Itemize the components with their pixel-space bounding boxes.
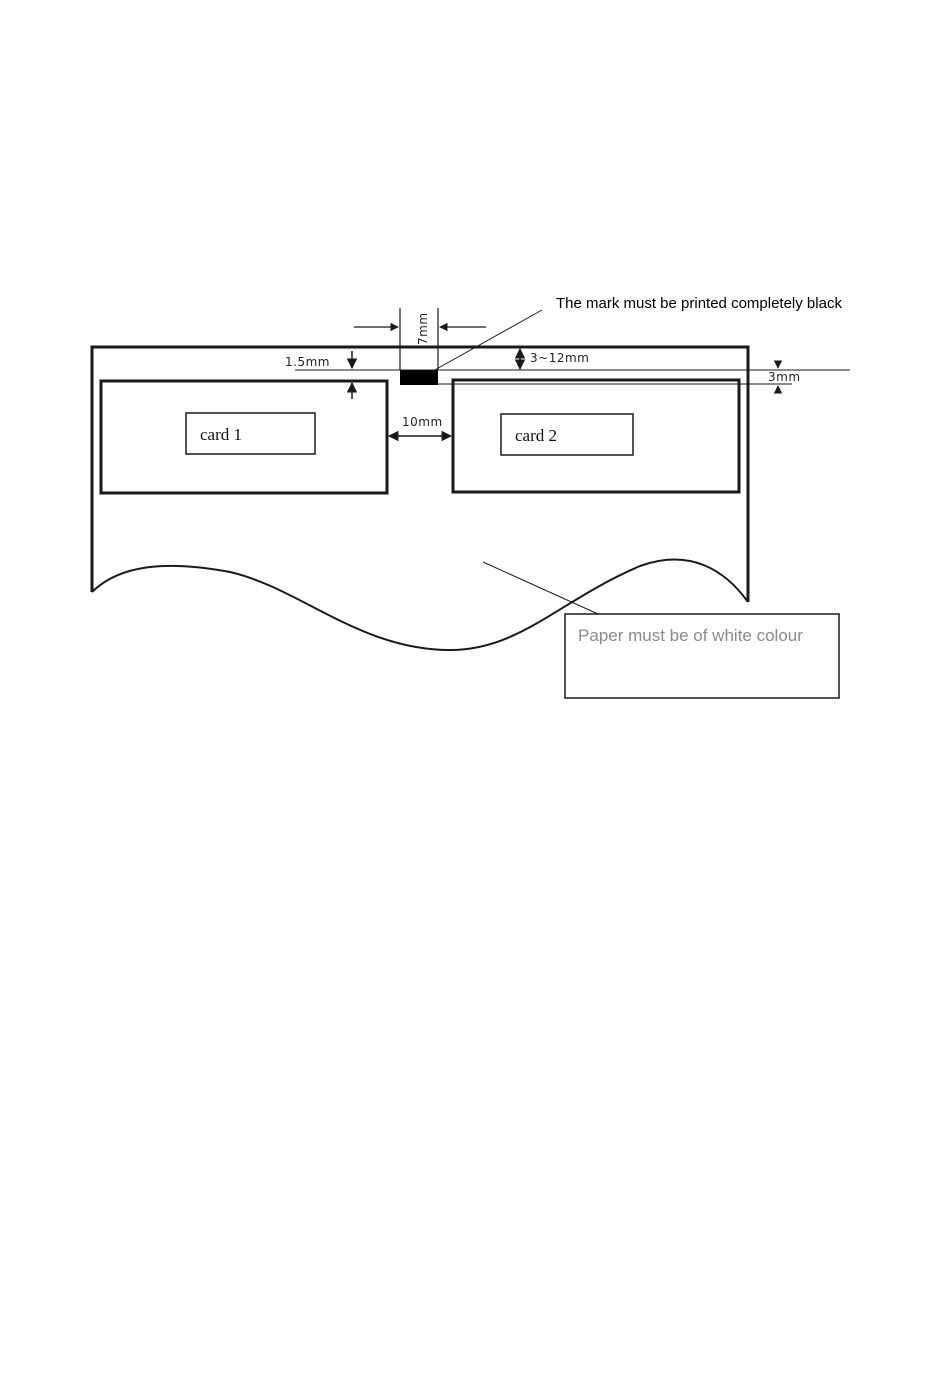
mark-distance-label: 3~12mm: [530, 351, 590, 365]
card-2-outline: [453, 380, 739, 492]
mark-height-label: 3mm: [768, 370, 801, 384]
card-1-outline: [101, 381, 387, 493]
black-mark: [400, 370, 438, 385]
paper-note-leader: [483, 562, 598, 614]
card-gap-label: 10mm: [402, 415, 443, 429]
card-1-label: card 1: [200, 425, 243, 444]
top-offset-label: 1.5mm: [285, 355, 330, 369]
mark-width-label: 7mm: [416, 312, 430, 345]
card-2-label: card 2: [515, 426, 558, 445]
paper-note: Paper must be of white colour: [578, 626, 803, 645]
mark-note: The mark must be printed completely black: [556, 295, 842, 312]
mark-note-leader: [433, 310, 542, 371]
